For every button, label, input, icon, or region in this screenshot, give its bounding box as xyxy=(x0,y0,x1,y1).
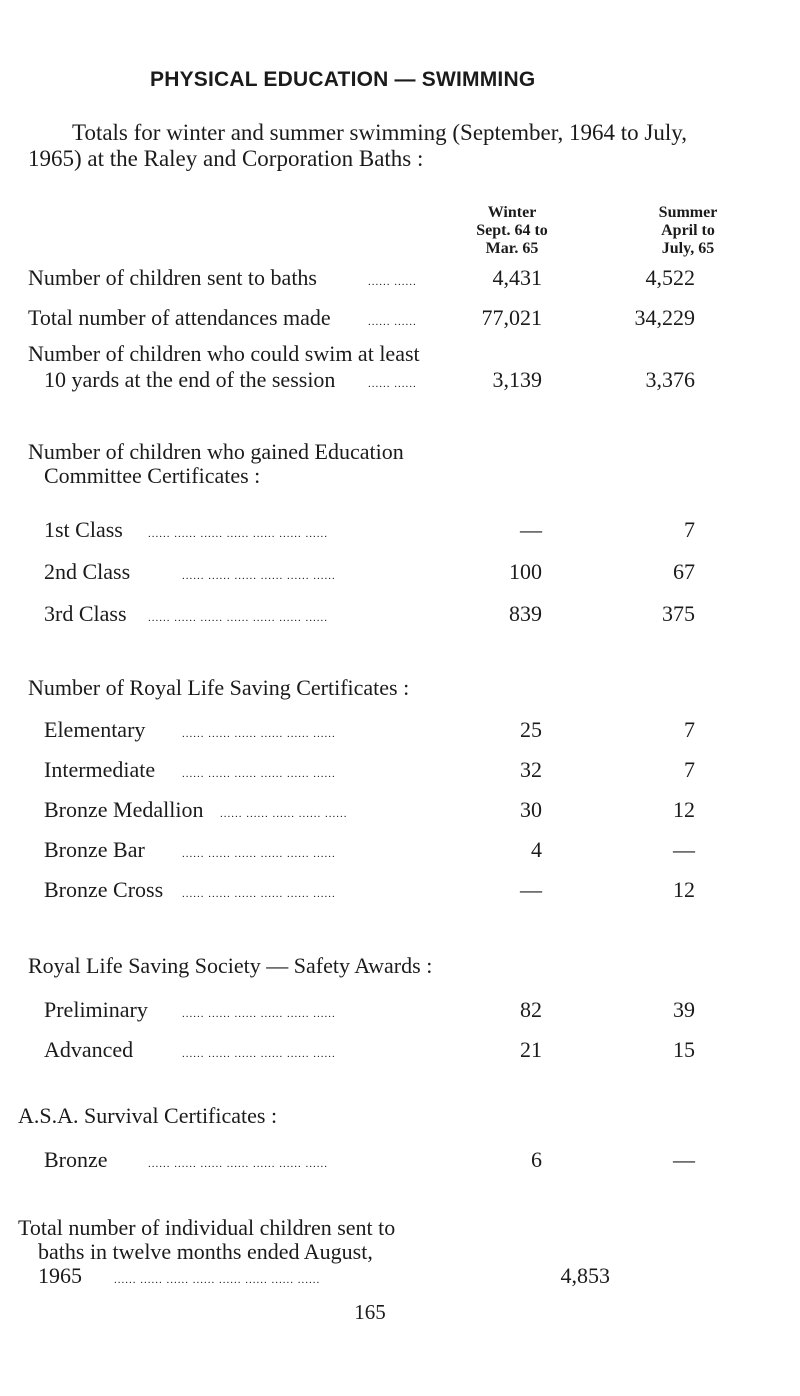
page-title: PHYSICAL EDUCATION — SWIMMING xyxy=(150,68,536,91)
winter-value: 4,431 xyxy=(492,265,542,290)
table-row xyxy=(0,836,800,864)
education-heading-line-1: Number of children who gained Education xyxy=(28,439,404,464)
row-label: Advanced xyxy=(44,1037,134,1062)
summer-value: 7 xyxy=(684,757,695,782)
summer-value: 375 xyxy=(662,601,695,626)
summer-value: — xyxy=(673,1147,695,1172)
leader-dots: ...... ...... ...... ...... ...... ...... xyxy=(182,848,336,860)
winter-value: 100 xyxy=(509,559,542,584)
winter-value: 4 xyxy=(531,837,542,862)
summer-value: 12 xyxy=(673,877,695,902)
winter-value: 32 xyxy=(520,757,542,782)
row-label: 2nd Class xyxy=(44,559,131,584)
summer-header-line-1: Summer xyxy=(658,204,718,221)
leader-dots: ...... ...... ...... ...... ...... ...... xyxy=(182,728,336,740)
row-label: Preliminary xyxy=(44,997,148,1022)
winter-column-header xyxy=(452,204,572,258)
winter-value: — xyxy=(520,517,542,542)
leader-dots: ...... ...... ...... ...... ...... ...... xyxy=(182,570,336,582)
winter-value: 21 xyxy=(520,1037,542,1062)
summer-value: 3,376 xyxy=(645,367,695,392)
education-heading-line-2: Committee Certificates : xyxy=(44,463,261,488)
table-row xyxy=(0,600,800,628)
row-label: 10 yards at the end of the session xyxy=(44,367,336,392)
table-row xyxy=(0,1036,800,1064)
summer-value: 67 xyxy=(673,559,695,584)
table-row xyxy=(0,1146,800,1174)
leader-dots: ...... ...... ...... ...... ...... ...... xyxy=(182,888,336,900)
leader-dots: ...... ...... ...... ...... ...... ...... ...... xyxy=(148,612,328,624)
table-row xyxy=(0,996,800,1024)
safety-awards-heading: Royal Life Saving Society — Safety Awards : xyxy=(28,953,433,978)
leader-dots: ...... ...... ...... ...... ...... ...... ...... xyxy=(148,1158,328,1170)
intro-paragraph xyxy=(28,120,798,172)
row-label: Intermediate xyxy=(44,757,156,782)
leader-dots: ...... ...... ...... ...... ...... xyxy=(220,808,348,820)
row-label: 1st Class xyxy=(44,517,123,542)
table-row xyxy=(0,516,800,544)
intro-line-2: 1965) at the Raley and Corporation Baths : xyxy=(28,146,424,171)
winter-value: 77,021 xyxy=(481,305,542,330)
table-row-children-sent xyxy=(0,264,800,292)
table-row-attendances xyxy=(0,304,800,332)
summer-value: 7 xyxy=(684,717,695,742)
leader-dots: ...... ...... xyxy=(368,316,417,328)
table-row xyxy=(0,756,800,784)
leader-dots: ...... ...... ...... ...... ...... ...... ...... xyxy=(148,528,328,540)
leader-dots: ...... ...... ...... ...... ...... ...... xyxy=(182,1048,336,1060)
winter-value: 3,139 xyxy=(492,367,542,392)
summer-header-line-2: April to xyxy=(661,222,715,239)
swim-row-line-1: Number of children who could swim at least xyxy=(28,341,420,366)
asa-heading: A.S.A. Survival Certificates : xyxy=(18,1103,278,1128)
page-number: 165 xyxy=(354,1300,386,1324)
winter-value: — xyxy=(520,877,542,902)
winter-header-line-3: Mar. 65 xyxy=(485,240,539,257)
table-row xyxy=(0,876,800,904)
summer-value: 12 xyxy=(673,797,695,822)
table-row xyxy=(0,558,800,586)
row-label: Bronze xyxy=(44,1147,108,1172)
table-row-could-swim xyxy=(0,366,800,394)
summer-value: 7 xyxy=(684,517,695,542)
total-line-1: Total number of individual children sent to xyxy=(18,1215,396,1240)
row-label: Number of children sent to baths xyxy=(28,265,317,290)
summer-value: — xyxy=(673,837,695,862)
row-label: Bronze Medallion xyxy=(44,797,204,822)
row-label: Total number of attendances made xyxy=(28,305,331,330)
table-row xyxy=(0,796,800,824)
intro-line-1: Totals for winter and summer swimming (September, 1964 to July, xyxy=(72,120,687,145)
summer-header-line-3: July, 65 xyxy=(661,240,715,257)
summer-value: 39 xyxy=(673,997,695,1022)
winter-header-line-1: Winter xyxy=(487,204,537,221)
leader-dots: ...... ...... xyxy=(368,276,417,288)
winter-value: 82 xyxy=(520,997,542,1022)
summer-value: 15 xyxy=(673,1037,695,1062)
row-label: Bronze Cross xyxy=(44,877,164,902)
leader-dots: ...... ...... xyxy=(368,378,417,390)
total-value: 4,853 xyxy=(560,1263,610,1288)
leader-dots: ...... ...... ...... ...... ...... ...... xyxy=(182,1008,336,1020)
table-row xyxy=(0,716,800,744)
row-label: Elementary xyxy=(44,717,146,742)
summer-column-header xyxy=(630,204,746,258)
winter-value: 25 xyxy=(520,717,542,742)
winter-value: 30 xyxy=(520,797,542,822)
row-label: Bronze Bar xyxy=(44,837,145,862)
winter-value: 6 xyxy=(531,1147,542,1172)
summer-value: 34,229 xyxy=(634,305,695,330)
leader-dots: ...... ...... ...... ...... ...... ...... xyxy=(182,768,336,780)
table-row-total xyxy=(0,1262,800,1290)
winter-value: 839 xyxy=(509,601,542,626)
royal-life-heading: Number of Royal Life Saving Certificates : xyxy=(28,675,410,700)
winter-header-line-2: Sept. 64 to xyxy=(476,222,548,239)
summer-value: 4,522 xyxy=(645,265,695,290)
leader-dots: ...... ...... ...... ...... ...... ...... ...... ...... xyxy=(114,1274,321,1286)
row-label: 1965 xyxy=(38,1263,82,1288)
total-line-2: baths in twelve months ended August, xyxy=(38,1239,373,1264)
row-label: 3rd Class xyxy=(44,601,127,626)
